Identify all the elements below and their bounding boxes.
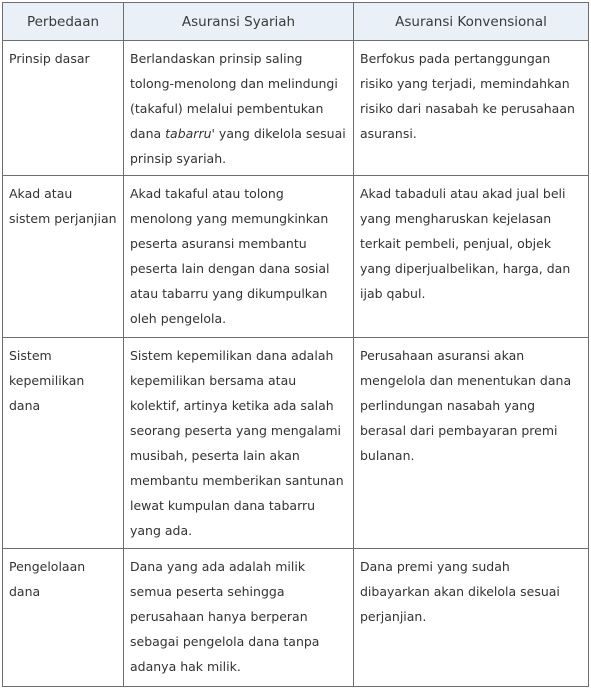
cell-syariah: Dana yang ada adalah milik semua peserta sehingga perusahaan hanya berperan sebagai pengelola dana tanpa adanya hak milik.	[124, 549, 354, 687]
cell-konvensional: Berfokus pada pertanggungan risiko yang terjadi, memindahkan risiko dari nasabah ke perusahaan asuransi.	[354, 41, 589, 176]
comparison-table-container	[2, 2, 589, 687]
cell-aspect: Prinsip dasar	[3, 41, 124, 176]
comparison-table	[2, 2, 589, 687]
cell-syariah: Sistem kepemilikan dana adalah kepemilikan bersama atau kolektif, artinya ketika ada salah seorang peserta yang mengalami musibah, peserta lain akan membantu memberikan santunan lewat kumpulan dana tabarru yang ada.	[124, 338, 354, 549]
table-row	[3, 41, 589, 176]
cell-konvensional: Akad tabaduli atau akad jual beli yang mengharuskan kejelasan terkait pembeli, penjual, objek yang diperjualbelikan, harga, dan ijab qabul.	[354, 176, 589, 338]
cell-konvensional: Dana premi yang sudah dibayarkan akan dikelola sesuai perjanjian.	[354, 549, 589, 687]
table-row	[3, 176, 589, 338]
header-asuransi-konvensional: Asuransi Konvensional	[354, 3, 589, 41]
cell-syariah: Akad takaful atau tolong menolong yang memungkinkan peserta asuransi membantu peserta lain dengan dana sosial atau tabarru yang dikumpulkan oleh pengelola.	[124, 176, 354, 338]
cell-syariah-italic-term: tabarru'	[165, 126, 215, 141]
cell-aspect: Sistem kepemilikan dana	[3, 338, 124, 549]
cell-aspect: Pengelolaan dana	[3, 549, 124, 687]
cell-syariah-text-end: yang dikelola sesuai prinsip syariah.	[130, 126, 346, 166]
header-perbedaan: Perbedaan	[3, 3, 124, 41]
cell-syariah-text: Berlandaskan prinsip saling tolong-menolong dan melindungi (takaful) melalui pembentukan dana	[130, 51, 338, 141]
header-row	[3, 3, 589, 41]
cell-aspect: Akad atau sistem perjanjian	[3, 176, 124, 338]
table-row	[3, 549, 589, 687]
cell-konvensional: Perusahaan asuransi akan mengelola dan menentukan dana perlindungan nasabah yang berasal dari pembayaran premi bulanan.	[354, 338, 589, 549]
header-asuransi-syariah: Asuransi Syariah	[124, 3, 354, 41]
table-row	[3, 338, 589, 549]
cell-syariah	[124, 41, 354, 176]
